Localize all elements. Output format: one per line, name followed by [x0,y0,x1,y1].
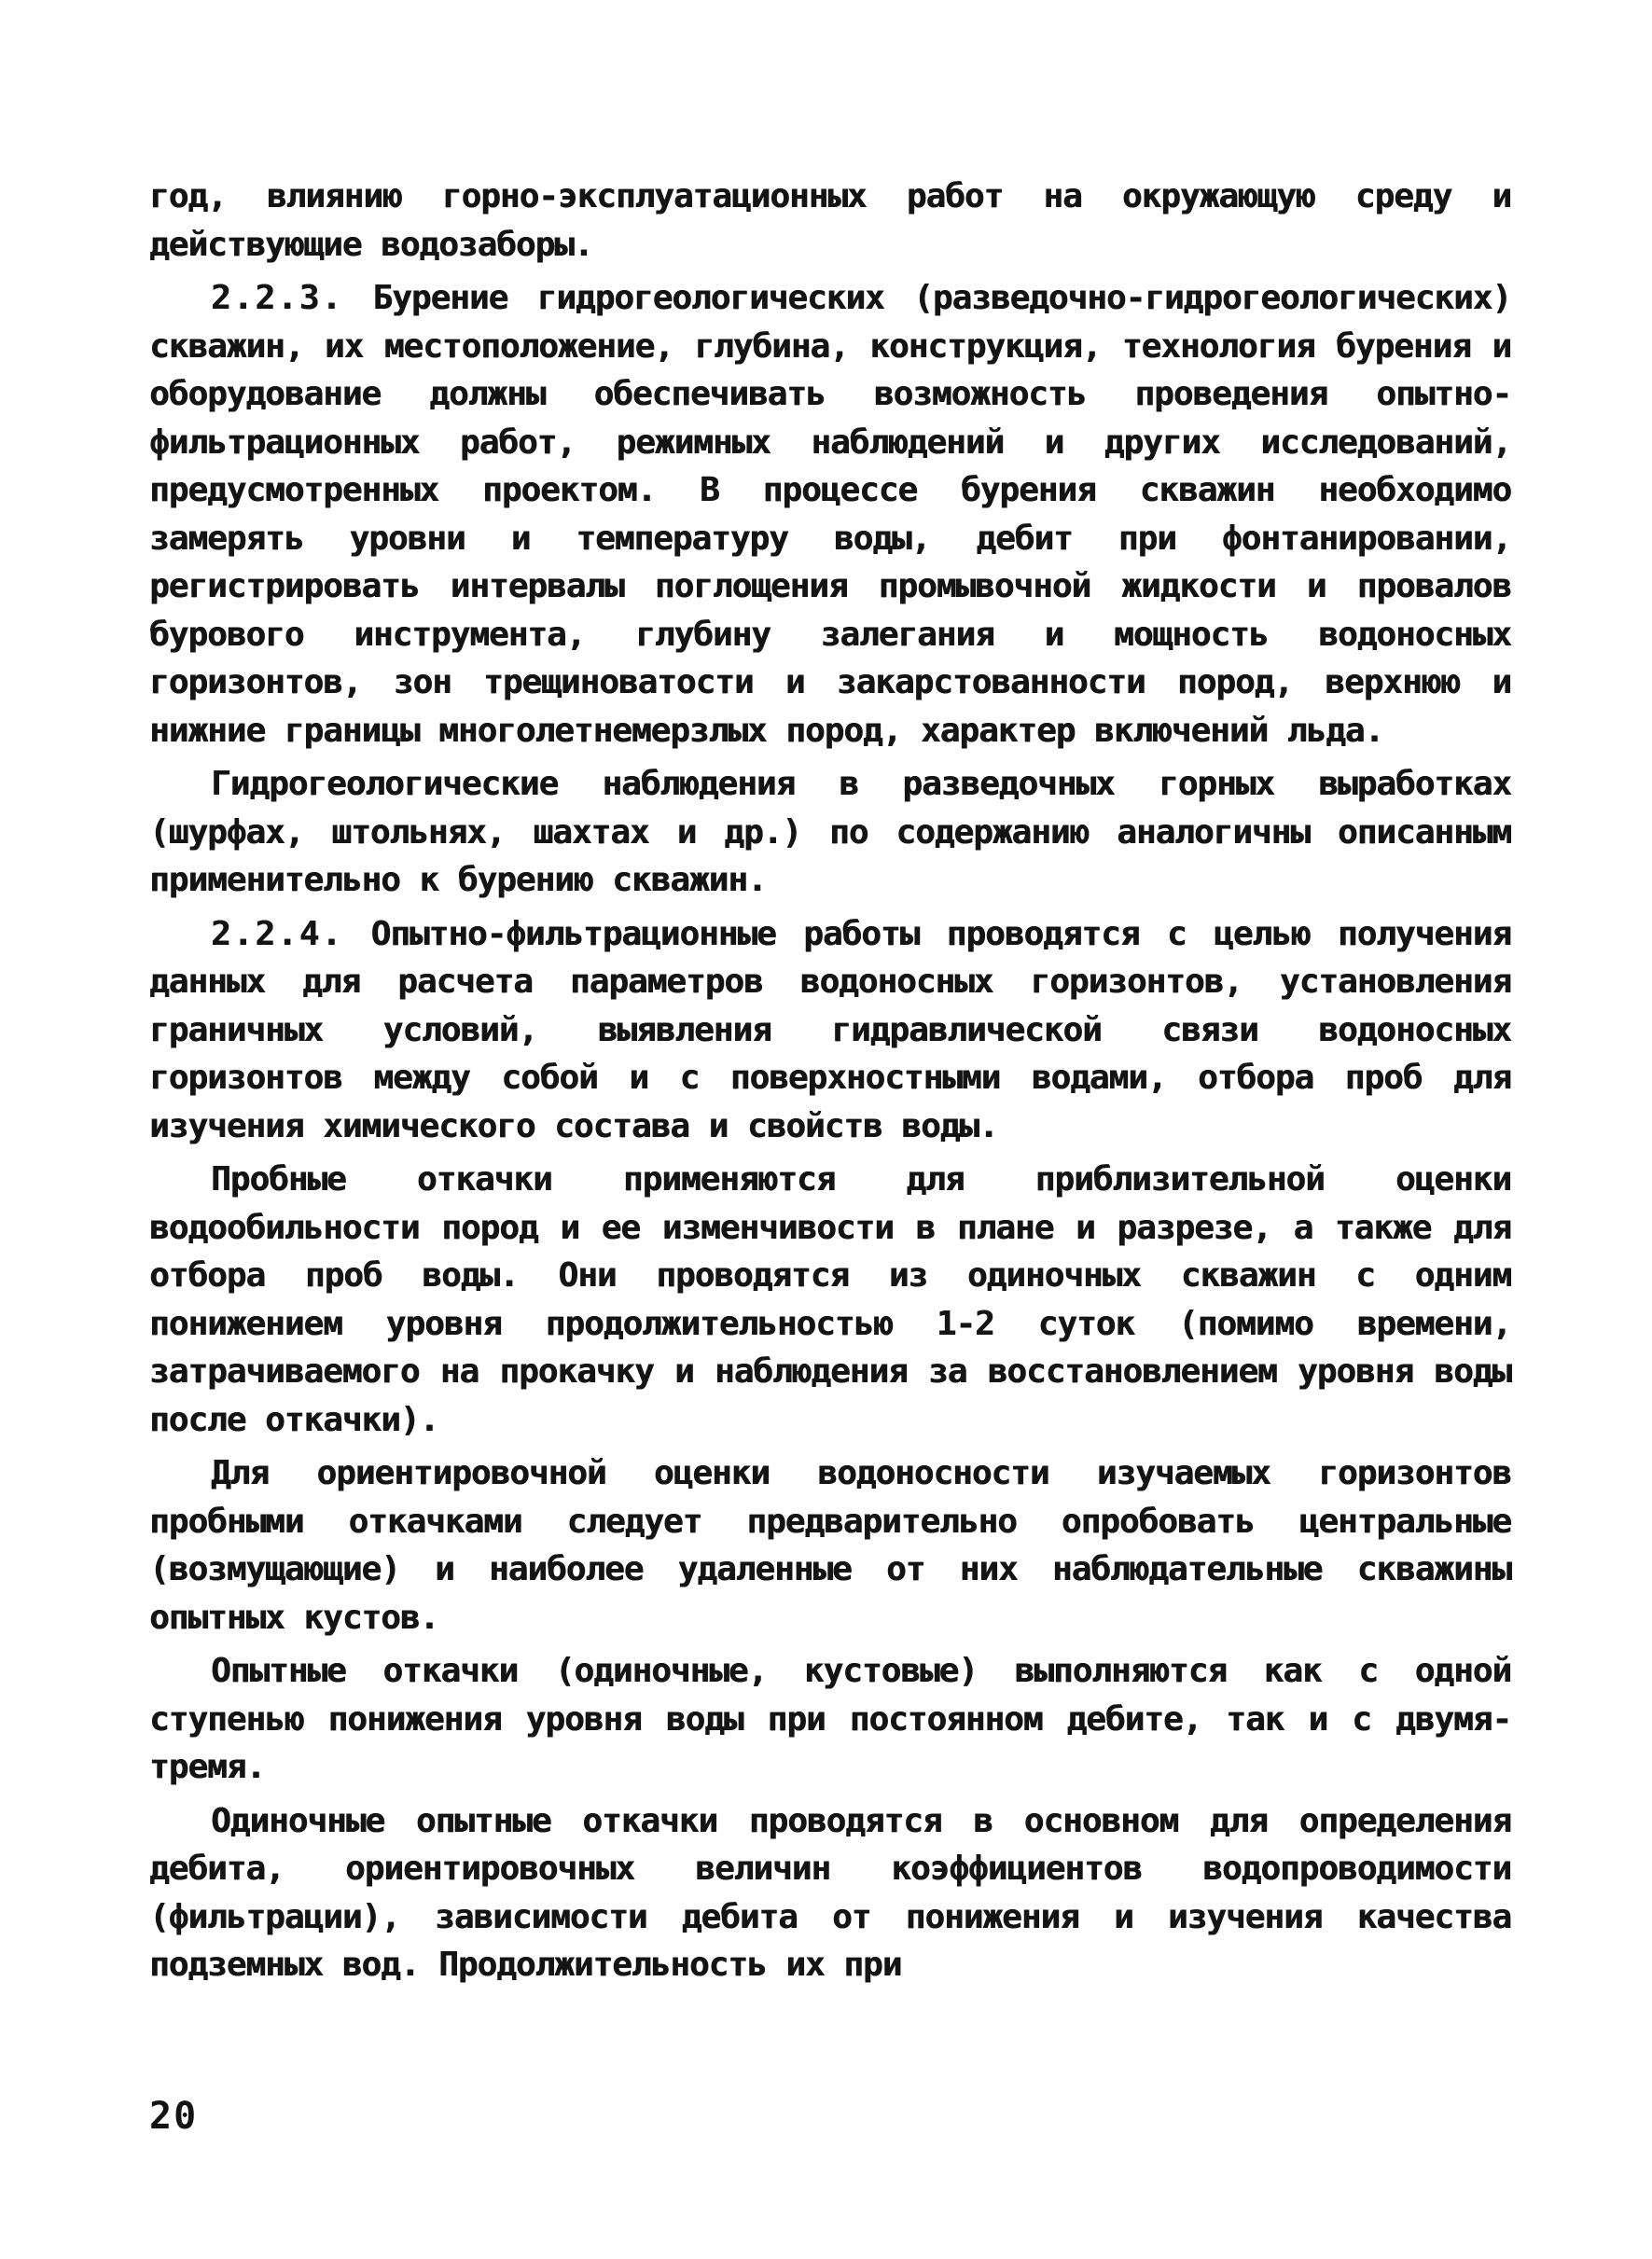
paragraph-section-2-2-4 [149,910,1511,1151]
paragraph-trial-pumping: Пробные откачки применяются для приблизительной оценки водообильности пород и ее изменчивости в плане и разрезе, а также для отбора проб воды. Они проводятся из одиночных скважин с одним понижением уровня продолжительностью 1-2 суток (помимо времени, затрачиваемого на прокачку и наблюдения за восстановлением уровня воды после откачки). [149,1160,1511,1439]
page-number: 20 [149,2095,199,2138]
paragraph-single-pumping: Одиночные опытные откачки проводятся в основном для определения дебита, ориентировочных величин коэффициентов водопроводимости (фильтрации), зависимости дебита от понижения и изучения качества подземных вод. Продолжительность их при [149,1801,1511,1984]
section-number: 2.2.4. [211,914,344,953]
paragraph-continuation: год, влиянию горно-эксплуатационных работ на окружающую среду и действующие водозаборы. [149,177,1511,264]
paragraph-mine-workings: Гидрогеологические наблюдения в разведочных горных выработках (шурфах, штольнях, шахтах и др.) по содержанию аналогичны описанным применительно к бурению скважин. [149,765,1511,899]
paragraph-experimental-pumping: Опытные откачки (одиночные, кустовые) выполняются как с одной ступенью понижения уровня воды при постоянном дебите, так и с двумя-тремя. [149,1652,1511,1786]
paragraph-text: Опытно-фильтрационные работы проводятся с целью получения данных для расчета параметров водоносных горизонтов, установления граничных условий, выявления гидравлической связи водоносных горизонтов между собой и с поверхностными водами, отбора проб для изучения химического состава и свойств воды. [149,914,1511,1145]
paragraph-text: Бурение гидрогеологических (разведочно-гидрогеологических) скважин, их местоположение, глубина, конструкция, технология бурения и оборудование должны обеспечивать возможность проведения опытно-фильтрационных работ, режимных наблюдений и других исследований, предусмотренных проектом. В процессе бурения скважин необходимо замерять уровни и температуру воды, дебит при фонтанировании, регистрировать интервалы поглощения промывочной жидкости и провалов бурового инструмента, глубину залегания и мощность водоносных горизонтов, зон трещиноватости и закарстованности пород, верхнюю и нижние границы многолетнемерзлых пород, характер включений льда. [149,279,1511,750]
paragraph-orientation: Для ориентировочной оценки водоносности изучаемых горизонтов пробными откачками следует предварительно опробовать центральные (возмущающие) и наиболее удаленные от них наблюдательные скважины опытных кустов. [149,1454,1511,1637]
document-body [149,173,1511,1995]
paragraph-section-2-2-3 [149,274,1511,755]
section-number: 2.2.3. [211,279,344,317]
